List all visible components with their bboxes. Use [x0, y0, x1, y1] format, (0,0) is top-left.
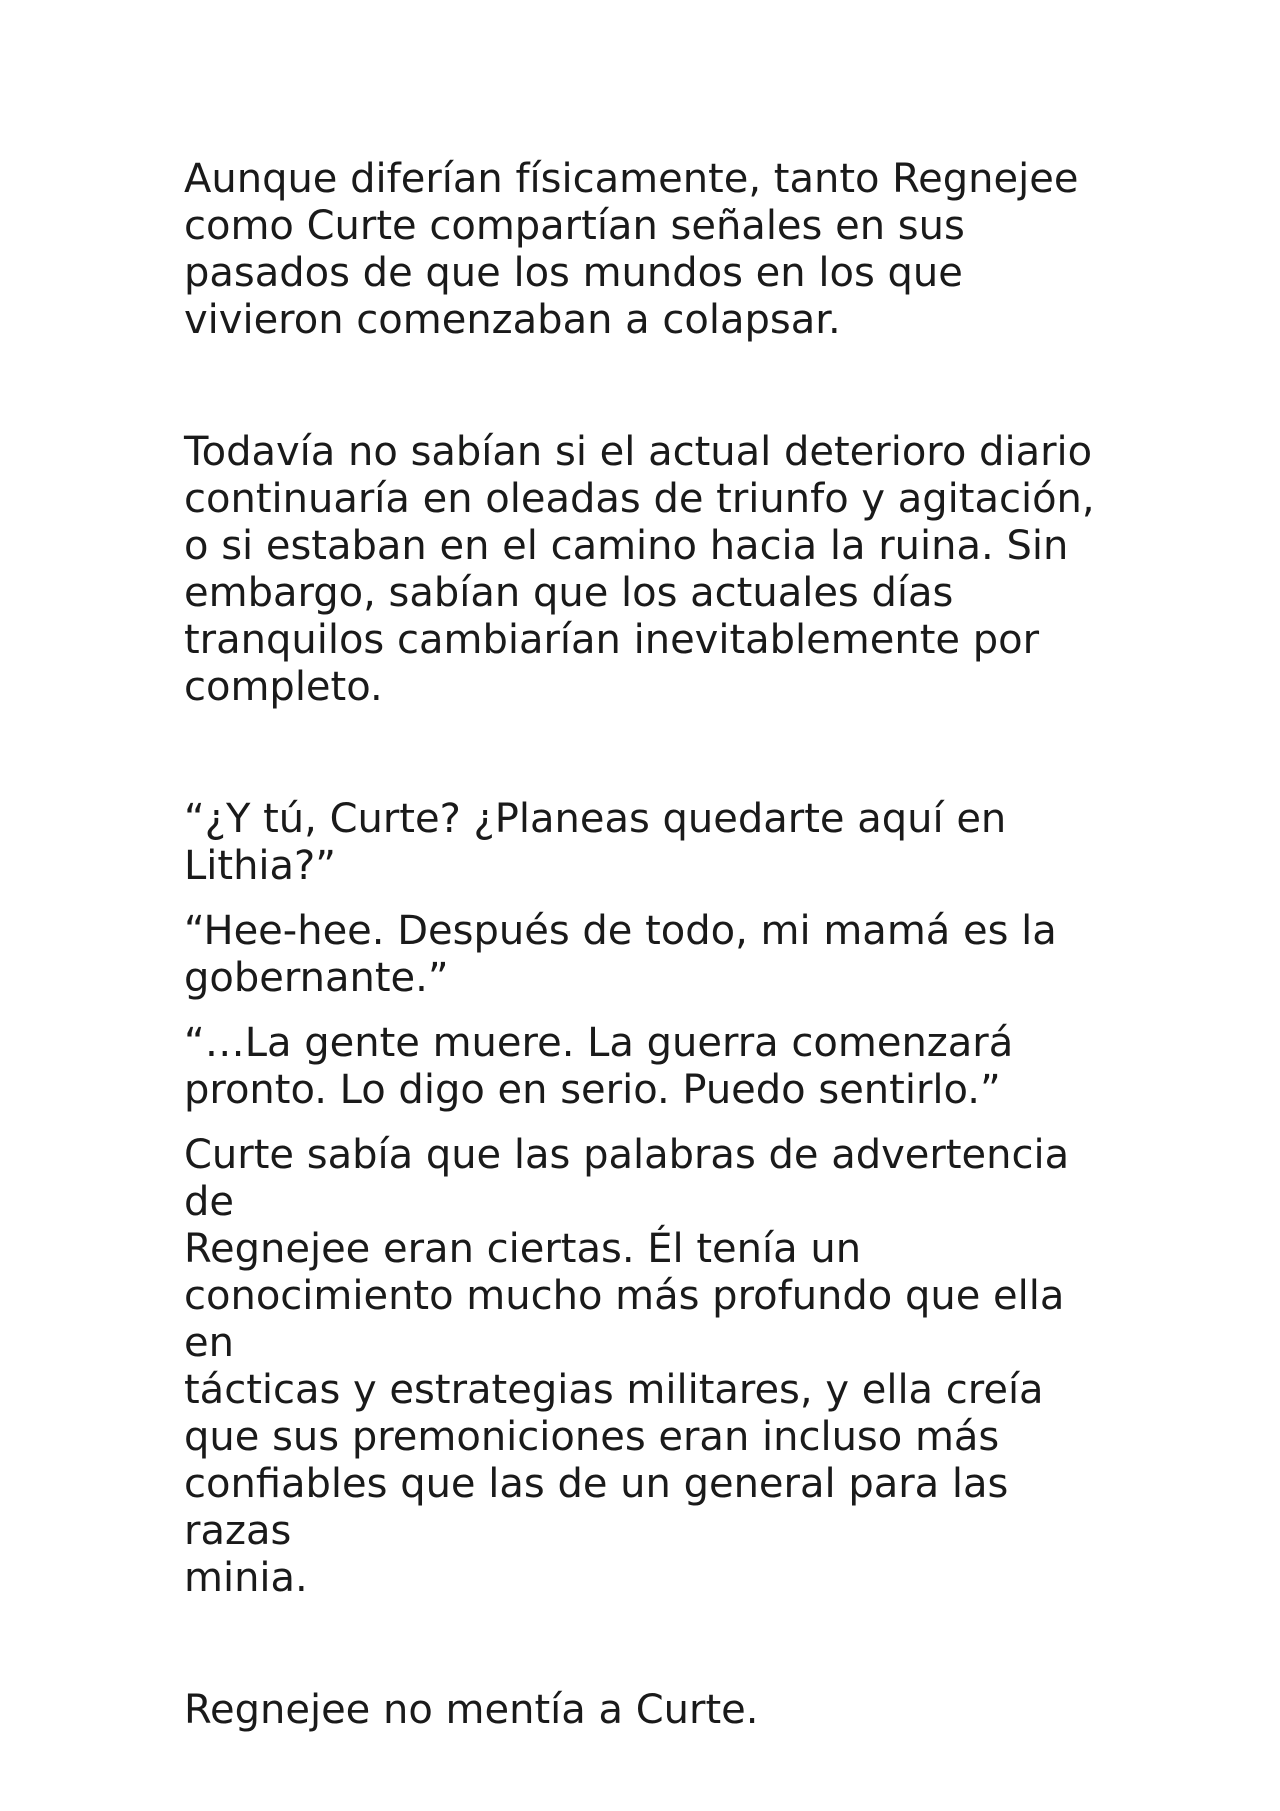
dialogue-line-2: “Hee-hee. Después de todo, mi mamá es la gobernante.”	[184, 908, 1057, 1001]
paragraph-4: Regnejee no mentía a Curte.	[184, 1687, 759, 1733]
paragraph-3: Curte sabía que las palabras de advertencia de Regnejee eran ciertas. Él tenía un conocimiento mucho más profundo que ella en tácticas y estrategias militares, y ella creía que sus premoniciones eran incluso más confiables que las de un general para las razas minia.	[184, 1132, 1070, 1601]
document-body	[184, 156, 1124, 1734]
dialogue-line-1: “¿Y tú, Curte? ¿Planeas quedarte aquí en Lithia?”	[184, 796, 1007, 889]
paragraph-2: Todavía no sabían si el actual deterioro diario continuaría en oleadas de triunfo y agitación, o si estaban en el camino hacia la ruina. Sin embargo, sabían que los actuales días tranquilos cambiarían inevitablemente por completo.	[184, 429, 1095, 710]
paragraph-1: Aunque diferían físicamente, tanto Regnejee como Curte compartían señales en sus pasados de que los mundos en los que vivieron comenzaban a colapsar.	[184, 156, 1079, 343]
dialogue-line-3: “…La gente muere. La guerra comenzará pronto. Lo digo en serio. Puedo sentirlo.”	[184, 1020, 1014, 1113]
